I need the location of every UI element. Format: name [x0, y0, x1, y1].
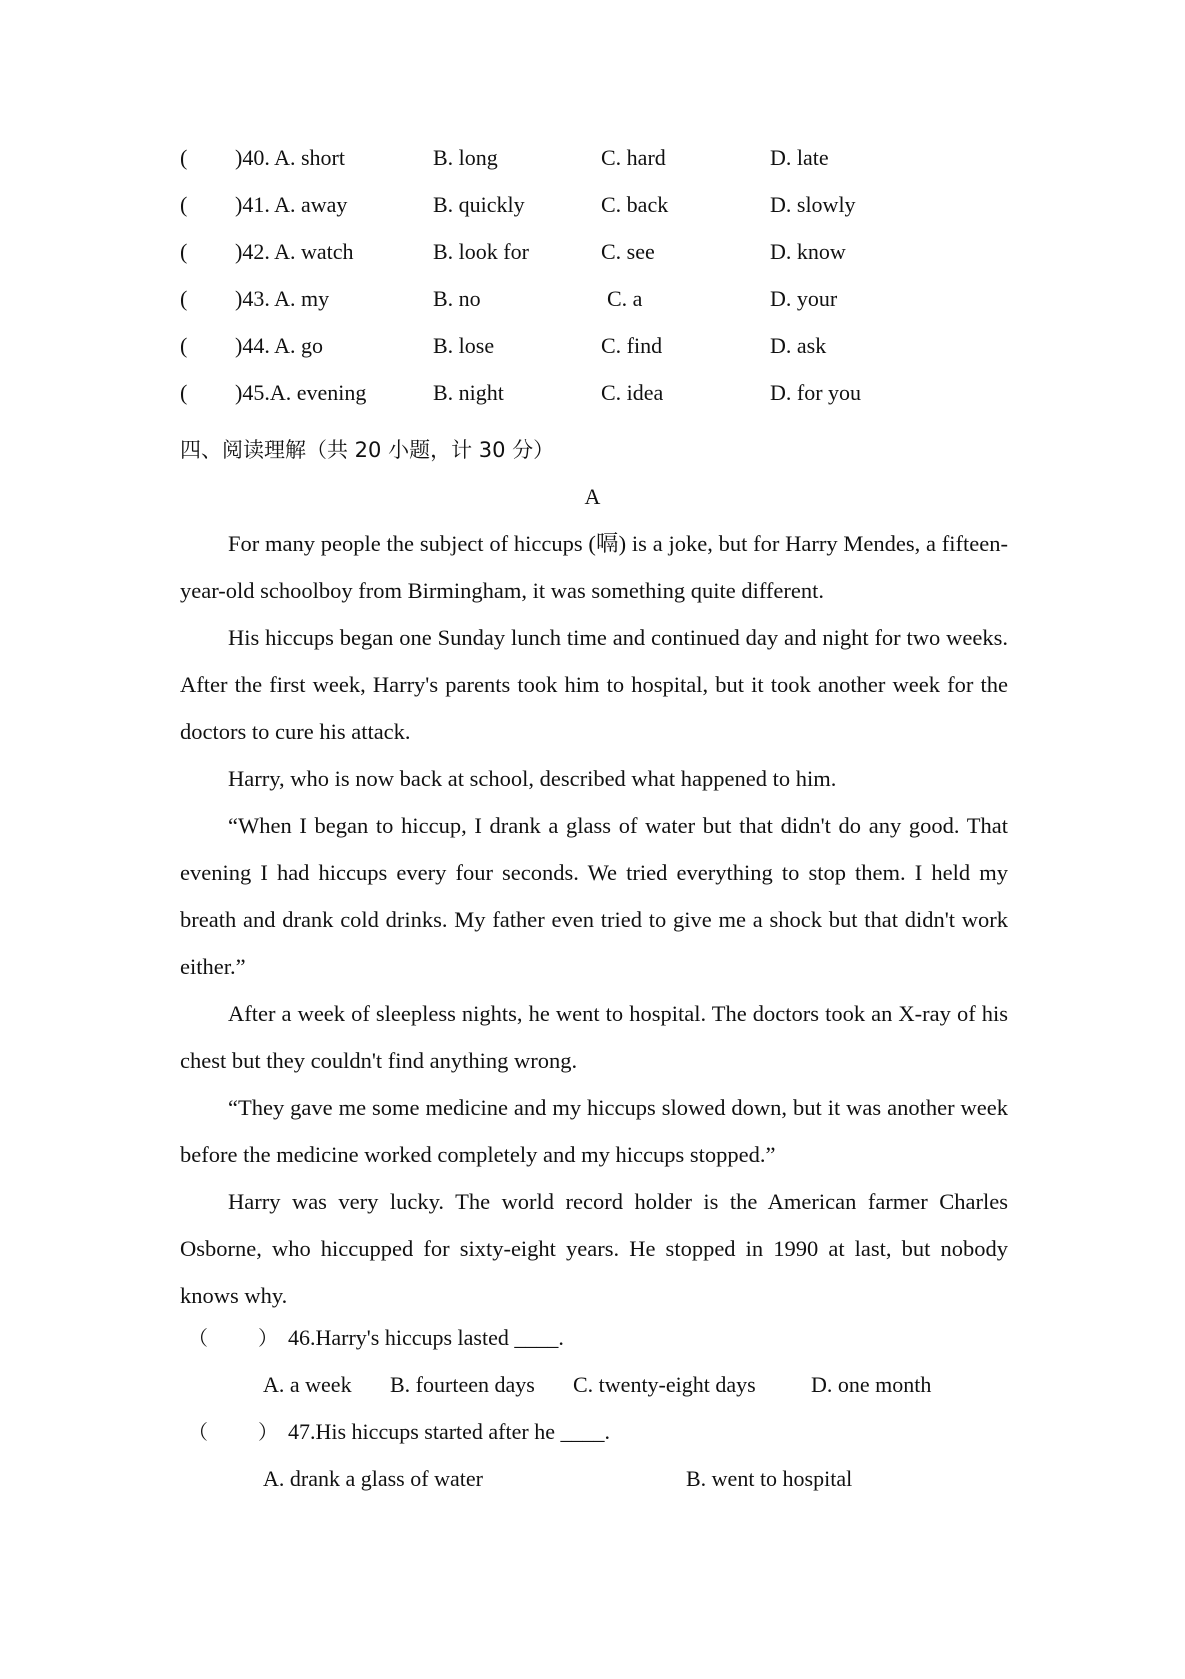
option-c: C. a	[607, 286, 643, 311]
option-d: D. late	[770, 145, 829, 170]
option-a: )42. A. watch	[235, 239, 354, 264]
option-b: B. quickly	[433, 192, 525, 217]
section-heading: 四、阅读理解（共 20 小题，计 30 分）	[180, 438, 555, 462]
answer-paren-close: ）	[258, 1326, 278, 1350]
answer-paren: (	[180, 286, 188, 311]
option-b: B. lose	[433, 333, 495, 358]
answer-paren-close: ）	[258, 1420, 278, 1444]
option-d: D. ask	[770, 333, 827, 358]
paragraph: Harry was very lucky. The world record holder is the American farmer Charles Osborne, who hiccupped for sixty-eight years. He stopped in 1990 at last, but nobody knows why.	[180, 1189, 1008, 1308]
option-c: C. find	[601, 333, 663, 358]
option-b: B. no	[433, 286, 481, 311]
option-a: A. a week	[263, 1372, 352, 1397]
answer-paren: (	[180, 145, 188, 170]
paragraph: “They gave me some medicine and my hiccups slowed down, but it was another week before the medicine worked completely and my hiccups stopped.”	[180, 1095, 1008, 1167]
paragraph: After a week of sleepless nights, he went to hospital. The doctors took an X-ray of his chest but they couldn't find anything wrong.	[180, 1001, 1008, 1073]
option-b: B. long	[433, 145, 498, 170]
answer-paren-open: （	[188, 1326, 208, 1350]
paragraph: Harry, who is now back at school, described what happened to him.	[228, 766, 837, 791]
option-d: D. one month	[811, 1372, 932, 1397]
option-c: C. back	[601, 192, 669, 217]
option-b: B. look for	[433, 239, 529, 264]
option-a: )40. A. short	[235, 145, 345, 170]
answer-paren: (	[180, 192, 188, 217]
answer-paren: (	[180, 239, 188, 264]
answer-paren: (	[180, 333, 188, 358]
paragraph: His hiccups began one Sunday lunch time and continued day and night for two weeks. After the first week, Harry's parents took him to hospital, but it took another week for the doctors to cure his attack.	[180, 625, 1008, 744]
answer-paren: (	[180, 380, 188, 405]
option-d: D. slowly	[770, 192, 856, 217]
option-c: C. idea	[601, 380, 664, 405]
option-b: B. night	[433, 380, 504, 405]
question-text: 47.His hiccups started after he ____.	[288, 1419, 610, 1444]
option-a: )45.A. evening	[235, 380, 367, 405]
reading-passage	[180, 520, 1008, 1319]
option-c: C. twenty-eight days	[573, 1372, 756, 1397]
option-b: B. went to hospital	[686, 1466, 853, 1491]
option-a: )44. A. go	[235, 333, 323, 358]
option-d: D. your	[770, 286, 838, 311]
option-c: C. see	[601, 239, 655, 264]
passage-label: A	[584, 484, 601, 509]
option-d: D. know	[770, 239, 846, 264]
option-a: )41. A. away	[235, 192, 348, 217]
option-b: B. fourteen days	[390, 1372, 535, 1397]
answer-paren-open: （	[188, 1420, 208, 1444]
question-text: 46.Harry's hiccups lasted ____.	[288, 1325, 564, 1350]
paragraph: “When I began to hiccup, I drank a glass of water but that didn't do any good. That evening I had hiccups every four seconds. We tried everything to stop them. I held my breath and drank cold drinks. My father even tried to give me a shock but that didn't work either.”	[180, 813, 1008, 979]
paragraph: For many people the subject of hiccups (嗝) is a joke, but for Harry Mendes, a fifteen-year-old schoolboy from Birmingham, it was something quite different.	[180, 531, 1008, 603]
option-c: C. hard	[601, 145, 666, 170]
option-d: D. for you	[770, 380, 862, 405]
option-a: )43. A. my	[235, 286, 330, 311]
option-a: A. drank a glass of water	[263, 1466, 483, 1491]
